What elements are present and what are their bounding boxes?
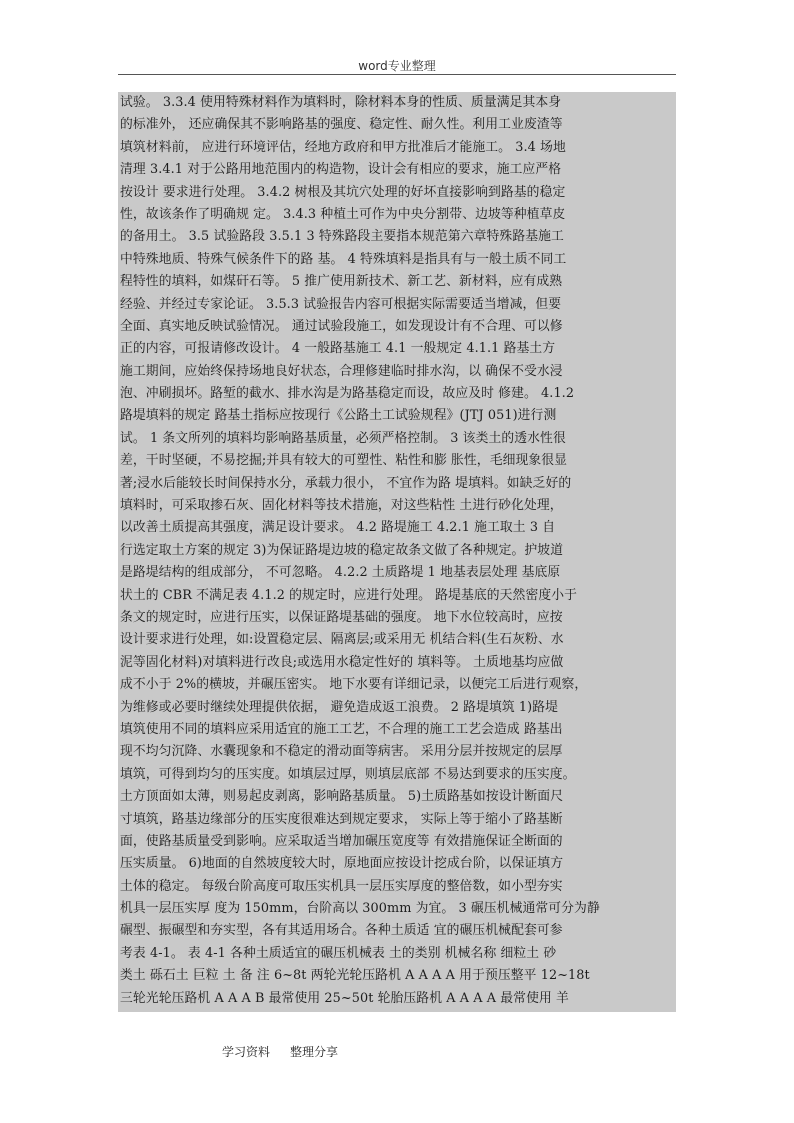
body-text-line: 填筑材料前， 应进行环境评估，经地方政府和甲方批准后才能施工。 3.4 场地 [120,139,566,155]
body-text-line: 条文的规定时，应进行压实，以保证路堤基础的强度。 地下水位较高时，应按 [120,609,563,625]
footer-right-text: 整理分享 [290,1045,339,1059]
body-text-line: 考表 4-1。 表 4-1 各种土质适宜的碾压机械表 土的类别 机械名称 细粒土 砂 [120,945,557,961]
body-text-line: 著;浸水后能较长时间保持水分，承载力很小， 不宜作为路 堤填料。如缺乏好的 [120,475,572,491]
body-text-line: 泡、冲刷损坏。路堑的截水、排水沟是为路基稳定而设，故应及时 修建。 4.1.2 [120,386,575,402]
body-text-line: 试验。 3.3.4 使用特殊材料作为填料时，除材料本身的性质、质量满足其本身 [120,95,562,110]
body-text-line: 现不均匀沉降、水囊现象和不稳定的滑动面等病害。 采用分层并按规定的层厚 [120,744,563,760]
body-text-line: 压实质量。 6)地面的自然坡度较大时，原地面应按设计挖成台阶，以保证填方 [120,856,564,872]
body-text-line: 机具一层压实厚 度为 150mm，台阶高以 300mm 为宜。 3 碾压机械通常可分为静 [120,901,600,917]
body-text-line: 中特殊地质、特殊气候条件下的路 基。 4 特殊填料是指具有与一般土质不同工 [120,251,567,267]
body-text-line: 土方顶面如太薄，则易起皮剥离，影响路基质量。 5)土质路基如按设计断面尺 [120,789,564,805]
body-text-line: 以改善土质提高其强度，满足设计要求。 4.2 路堤施工 4.2.1 施工取土 3 自 [120,520,556,536]
footer-left-text: 学习资料 [222,1045,271,1059]
body-text-line: 三轮光轮压路机 A A A B 最常使用 25~50t 轮胎压路机 A A A A 最常使用 羊 [120,990,569,1006]
body-text-line: 填筑使用不同的填料应采用适宜的施工工艺，不合理的施工工艺会造成 路基出 [120,721,563,737]
body-text-line: 试。 1 条文所列的填料均影响路基质量，必须严格控制。 3 该类土的透水性很 [120,430,566,446]
body-text-line: 性，故该条作了明确规 定。 3.4.3 种植土可作为中央分割带、边坡等种植草皮 [120,206,566,222]
body-text-line: 寸填筑，路基边缘部分的压实度很难达到规定要求， 实际上等于缩小了路基断 [120,811,563,827]
body-text-line: 正的内容，可报请修改设计。 4 一般路基施工 4.1 一般规定 4.1.1 路基土方 [120,341,556,357]
body-text-line: 施工期间，应始终保持场地良好状态，合理修建临时排水沟，以 确保不受水浸 [120,363,563,379]
body-text-line: 全面、真实地反映试验情况。 通过试验段施工，如发现设计有不合理、可以修 [120,318,563,334]
page-footer [222,1043,338,1060]
document-body [118,92,676,1012]
body-text-line: 经验、并经过专家论证。 3.5.3 试验报告内容可根据实际需要适当增减，但要 [120,296,562,312]
body-text-line: 状土的 CBR 不满足表 4.1.2 的规定时，应进行处理。 路堤基底的天然密度小于 [120,587,578,603]
body-text-line: 路堤填料的规定 路基土指标应按现行《公路土工试验规程》(JTJ 051)进行测 [120,408,557,424]
page-header-title: word专业整理 [358,59,436,73]
body-text-line: 成不小于 2%的横坡，并碾压密实。 地下水要有详细记录，以便完工后进行观察， [120,677,588,693]
body-text-line [118,1010,676,1012]
body-text-line: 差，干时坚硬，不易挖掘;并具有较大的可塑性、粘性和膨 胀性，毛细现象很显 [120,453,568,469]
body-text-line: 是路堤结构的组成部分， 不可忽略。 4.2.2 土质路堤 1 地基表层处理 基底原 [120,565,561,581]
body-text-line: 面，使路基质量受到影响。应采取适当增加碾压宽度等 有效措施保证全断面的 [120,833,563,849]
body-text-line: 设计要求进行处理，如:设置稳定层、隔离层;或采用无 机结合料(生石灰粉、水 [120,632,564,648]
body-text-line: 的标准外， 还应确保其不影响路基的强度、稳定性、耐久性。利用工业废渣等 [120,117,563,133]
body-text-line: 碾型、振碾型和夯实型，各有其适用场合。各种土质适 宜的碾压机械配套可参 [120,923,563,939]
body-text-line: 土体的稳定。 每级台阶高度可取压实机具一层压实厚度的整倍数，如小型夯实 [120,878,563,894]
body-text-line: 类土 砾石土 巨粒 土 备 注 6~8t 两轮光轮压路机 A A A A 用于预压整平 12~18t [120,968,590,984]
body-text-line: 填料时，可采取掺石灰、固化材料等技术措施，对这些粘性 土进行砂化处理， [120,498,563,514]
body-text-line: 的备用土。 3.5 试验路段 3.5.1 3 特殊路段主要指本规范第六章特殊路基施工 [120,229,564,245]
header-divider [118,74,676,75]
body-text-line: 清理 3.4.1 对于公路用地范围内的构造物，设计会有相应的要求，施工应严格 [120,162,562,178]
body-text-line: 泥等固化材料)对填料进行改良;或选用水稳定性好的 填料等。 土质地基均应做 [120,654,564,670]
body-text-line: 为维修或必要时继续处理提供依据， 避免造成返工浪费。 2 路堤填筑 1)路堤 [120,699,559,715]
body-text-line: 程特性的填料，如煤矸石等。 5 推广使用新技术、新工艺、新材料，应有成熟 [120,274,563,290]
body-text-line: 按设计 要求进行处理。 3.4.2 树根及其坑穴处理的好坏直接影响到路基的稳定 [120,184,566,200]
body-text-line: 填筑，可得到均匀的压实度。如填层过厚，则填层底部 不易达到要求的压实度。 [120,766,576,782]
body-text-line: 行选定取土方案的规定 3)为保证路堤边坡的稳定故条文做了各种规定。护坡道 [120,542,564,558]
